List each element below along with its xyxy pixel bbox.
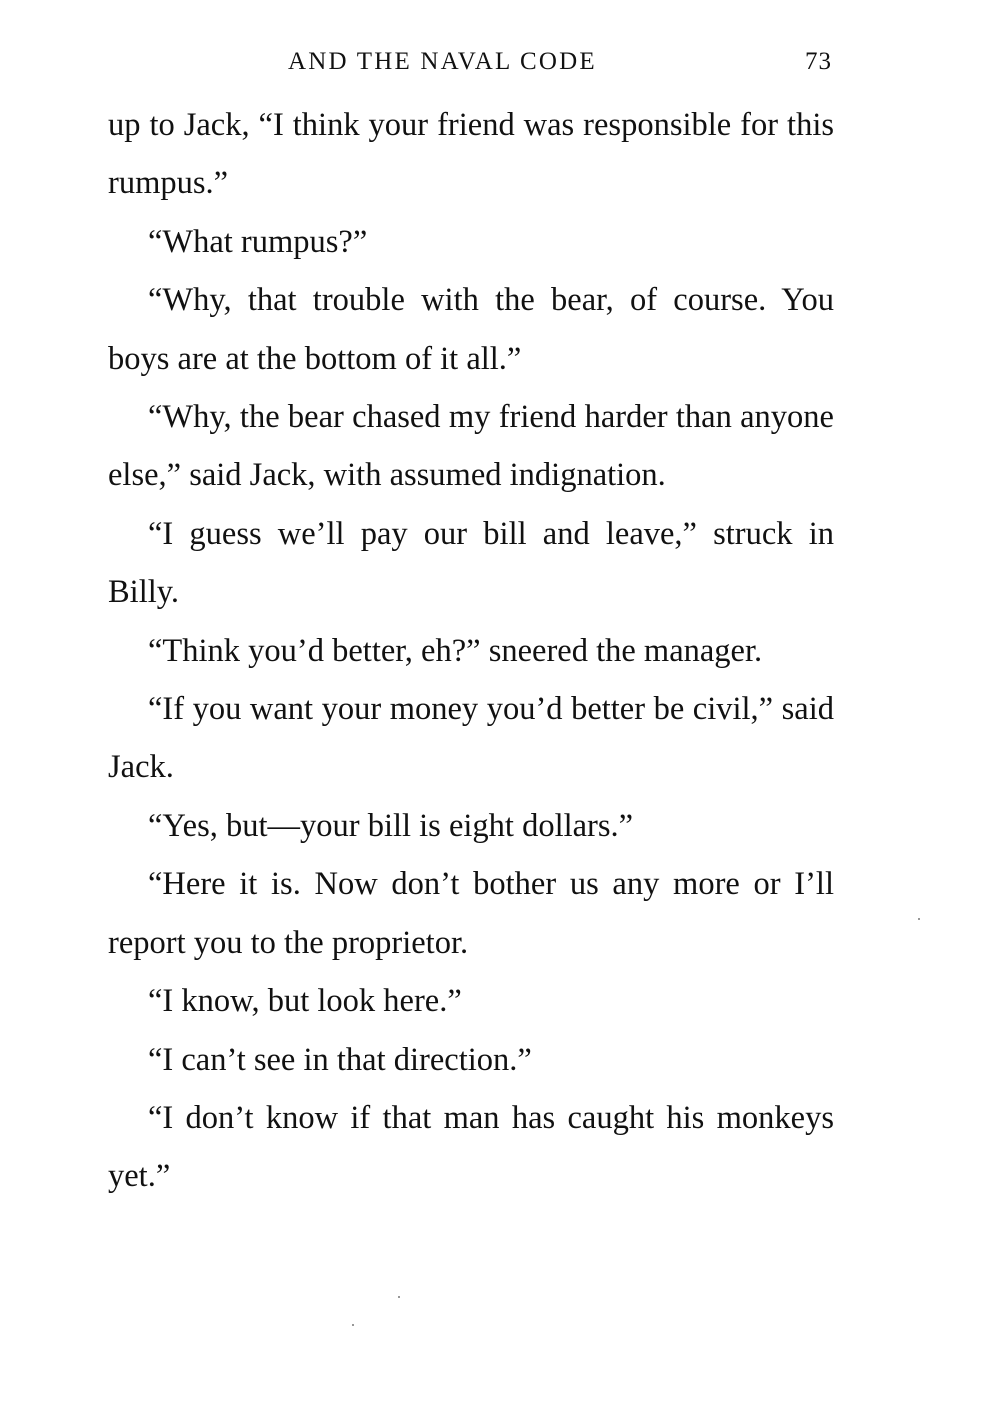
page-number: 73 <box>805 48 832 75</box>
paragraph: “Here it is. Now don’t bother us any more or I’ll report you to the proprietor. <box>108 866 834 961</box>
running-header <box>108 38 834 96</box>
print-speck <box>918 918 920 920</box>
print-speck <box>352 1324 354 1326</box>
paragraph: “I know, but look here.” <box>148 983 462 1020</box>
book-page <box>108 38 834 1338</box>
paragraph: “What rumpus?” <box>148 223 368 260</box>
body-text <box>108 96 834 1206</box>
paragraph: “Yes, but—your bill is eight dollars.” <box>148 807 634 844</box>
paragraph: “Think you’d better, eh?” sneered the manager. <box>148 632 763 669</box>
paragraph: “Why, the bear chased my friend harder than anyone else,” said Jack, with assumed indignation. <box>108 399 834 494</box>
print-speck <box>398 1296 400 1298</box>
paragraph: “Why, that trouble with the bear, of course. You boys are at the bottom of it all.” <box>108 282 834 377</box>
paragraph: “I can’t see in that direction.” <box>148 1041 532 1078</box>
paragraph: “I guess we’ll pay our bill and leave,” struck in Billy. <box>108 515 834 611</box>
paragraph: up to Jack, “I think your friend was responsible for this rumpus.” <box>108 107 834 202</box>
running-title: AND THE NAVAL CODE <box>288 48 597 75</box>
paragraph: “If you want your money you’d better be civil,” said Jack. <box>108 691 834 786</box>
paragraph: “I don’t know if that man has caught his monkeys yet.” <box>108 1099 834 1195</box>
